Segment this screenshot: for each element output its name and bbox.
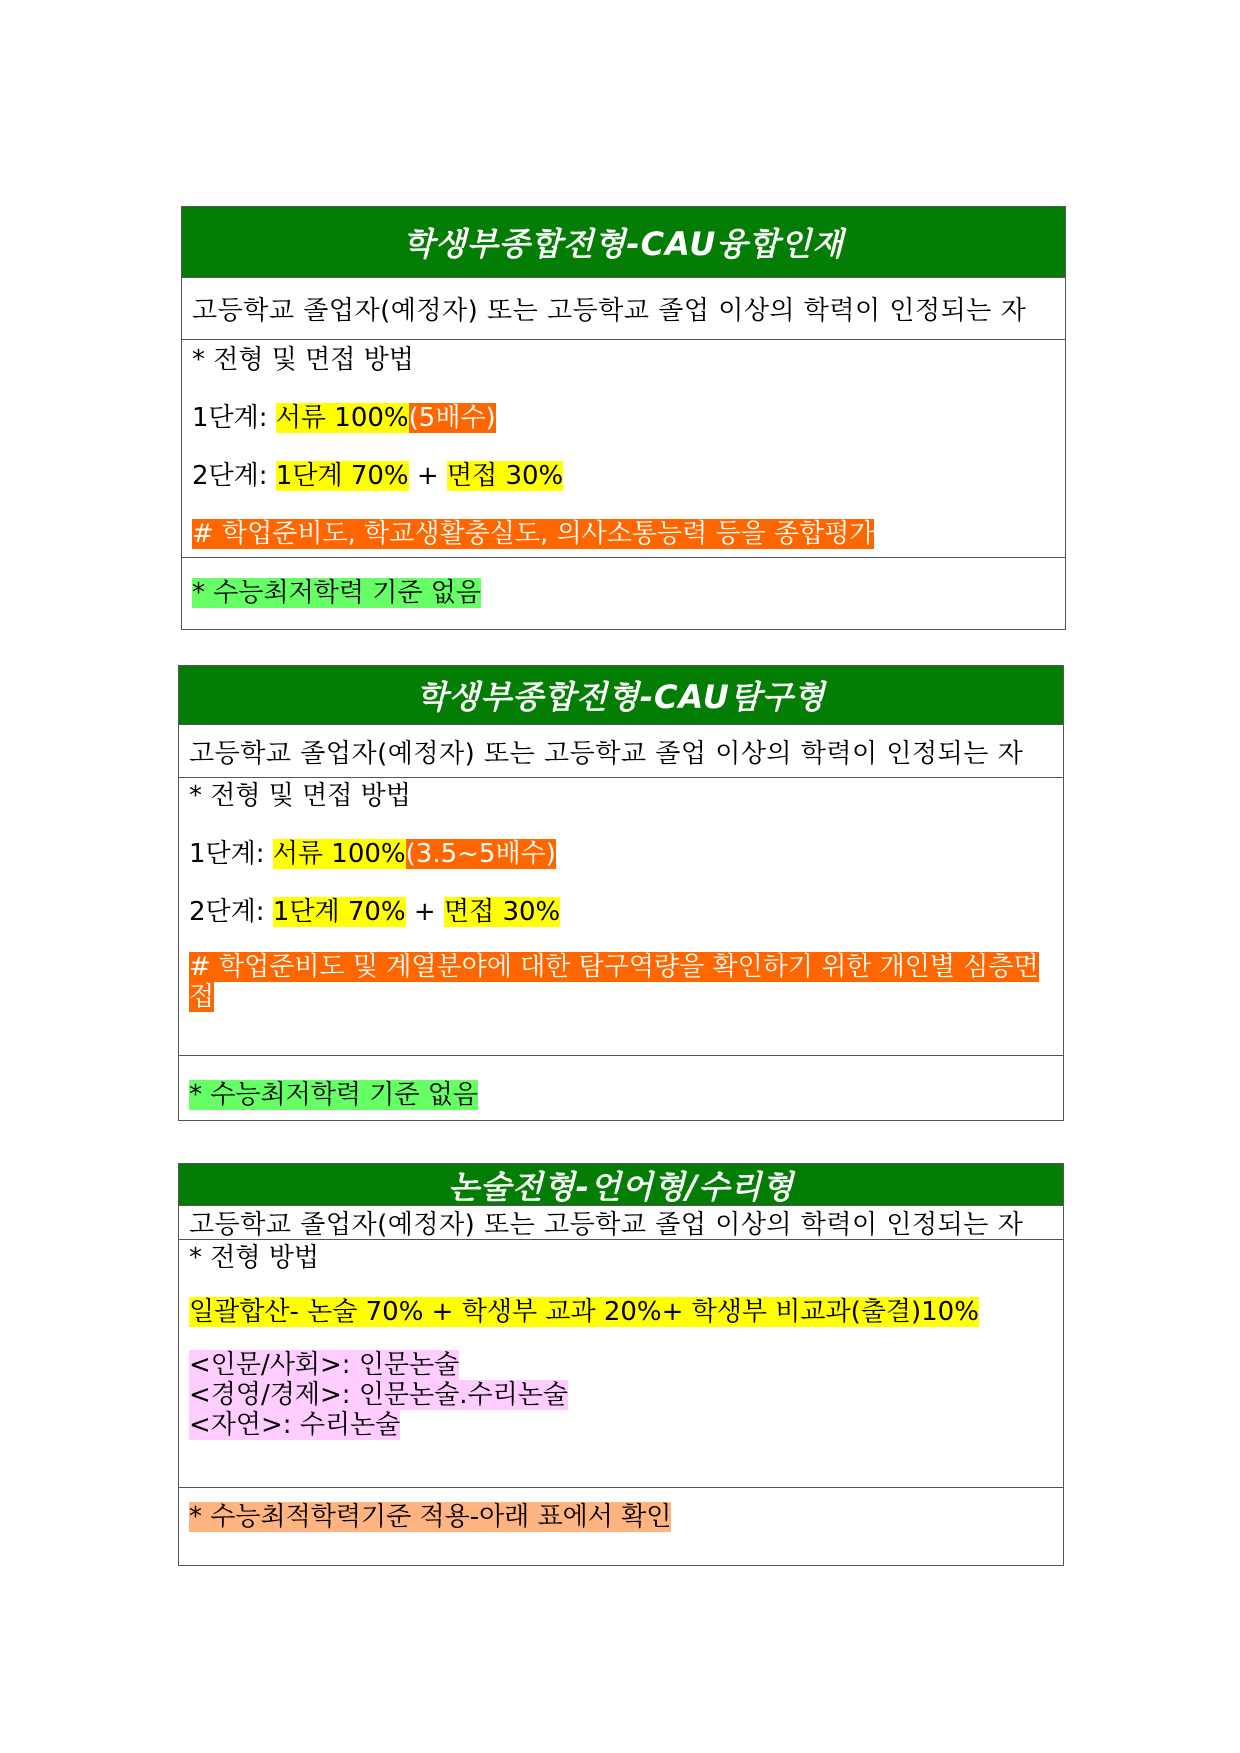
stage2-label: 2단계: [192, 461, 268, 491]
stage1-label: 1단계: [192, 403, 268, 433]
track-item [189, 1410, 1053, 1440]
method-section [182, 340, 1065, 558]
stage1-value: 서류 100% [272, 839, 406, 869]
csat-footer [179, 1488, 1063, 1533]
evaluation-note: # 학업준비도 및 계열분야에 대한 탐구역량을 확인하기 위한 개인별 심층면접 [189, 952, 1039, 1012]
card-title: 학생부종합전형-CAU융합인재 [182, 207, 1065, 278]
csat-footer-text: * 수능최적학력기준 적용-아래 표에서 확인 [189, 1502, 672, 1532]
track-item-text: <자연>: 수리논술 [189, 1410, 401, 1440]
method-section [179, 778, 1063, 1056]
eligibility-text [182, 278, 1065, 340]
csat-footer [179, 1056, 1063, 1111]
stage1-value: 서류 100% [275, 403, 409, 433]
eligibility-text [179, 725, 1063, 778]
eligibility-text [179, 1206, 1063, 1240]
track-item [189, 1380, 1053, 1410]
eligibility-label: 고등학교 졸업자(예정자) 또는 고등학교 졸업 이상의 학력이 인정되는 자 [189, 738, 1024, 769]
stage2-value-a: 1단계 70% [275, 461, 409, 491]
stage1-label: 1단계: [189, 839, 265, 869]
admission-card-cau-convergence [181, 206, 1066, 630]
stage2-value-b: 면접 30% [443, 897, 561, 927]
admission-card-cau-inquiry [178, 665, 1064, 1121]
stage2-plus: + [413, 897, 436, 927]
csat-footer-text: * 수능최저학력 기준 없음 [192, 578, 481, 608]
stage1-line [189, 838, 1053, 870]
evaluation-note-line [192, 518, 1055, 550]
stage2-value-a: 1단계 70% [272, 897, 406, 927]
evaluation-note-line [189, 952, 1053, 1012]
eligibility-label: 고등학교 졸업자(예정자) 또는 고등학교 졸업 이상의 학력이 인정되는 자 [192, 296, 1027, 326]
formula-text: 일괄합산- 논술 70% + 학생부 교과 20%+ 학생부 비교과(출결)10% [189, 1297, 979, 1327]
track-item [189, 1350, 1053, 1380]
method-section [179, 1240, 1063, 1488]
card-title: 학생부종합전형-CAU탐구형 [179, 666, 1063, 725]
track-list [189, 1350, 1053, 1440]
stage2-label: 2단계: [189, 897, 265, 927]
stage2-line [192, 460, 1055, 492]
method-heading: * 전형 방법 [189, 1243, 319, 1273]
csat-footer-text: * 수능최저학력 기준 없음 [189, 1080, 478, 1110]
track-item-text: <인문/사회>: 인문논술 [189, 1350, 460, 1380]
evaluation-note: # 학업준비도, 학교생활충실도, 의사소통능력 등을 종합평가 [192, 519, 875, 549]
stage1-line [192, 402, 1055, 434]
stage1-note: (5배수) [408, 403, 496, 433]
card-title: 논술전형-언어형/수리형 [179, 1164, 1063, 1206]
method-heading: * 전형 및 면접 방법 [192, 345, 414, 375]
stage2-line [189, 896, 1053, 928]
admission-card-essay [178, 1163, 1064, 1566]
stage2-value-b: 면접 30% [446, 461, 564, 491]
eligibility-label: 고등학교 졸업자(예정자) 또는 고등학교 졸업 이상의 학력이 인정되는 자 [189, 1210, 1024, 1240]
csat-footer [182, 558, 1065, 609]
stage2-plus: + [416, 461, 439, 491]
track-item-text: <경영/경제>: 인문논술.수리논술 [189, 1380, 569, 1410]
method-heading: * 전형 및 면접 방법 [189, 781, 411, 811]
formula-line [189, 1296, 1053, 1328]
stage1-note: (3.5~5배수) [405, 839, 556, 869]
